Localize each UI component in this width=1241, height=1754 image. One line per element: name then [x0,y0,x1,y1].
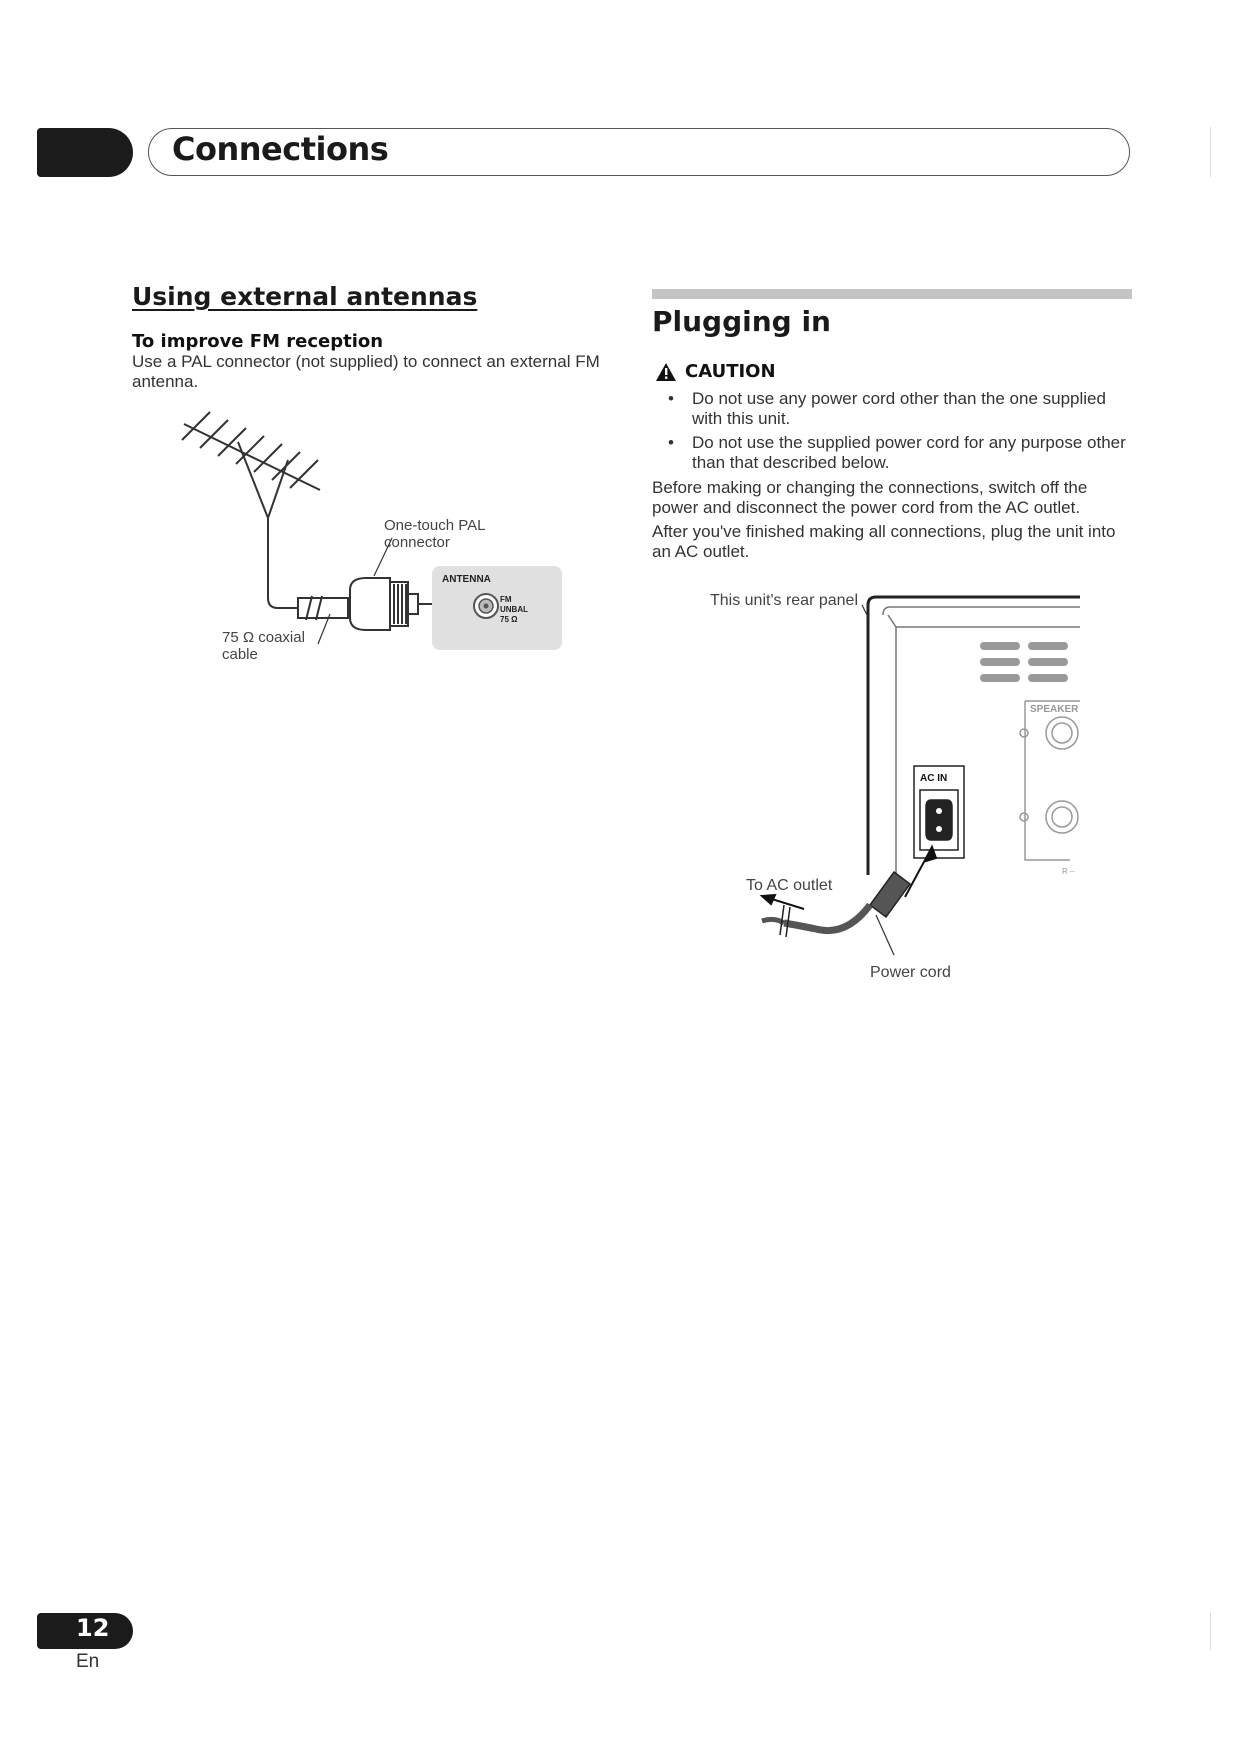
speaker-terminals [1020,701,1080,860]
rear-panel-outline [868,597,1080,875]
pal-label-line2: connector [384,534,450,551]
caution-list [668,389,1128,477]
caution-item: • Do not use any power cord other than the one supplied with this unit. [668,389,1128,429]
ac-in-label: AC IN [920,773,948,784]
antenna-mast-icon [182,412,322,608]
power-diagram [700,585,1130,985]
caution-item: • Do not use the supplied power cord for any purpose other than that described below. [668,433,1128,473]
cable-label-line1: 75 Ω coaxial [222,629,305,646]
cable-label-line2: cable [222,646,258,663]
margin-rule-top [1210,127,1211,177]
chapter-tab [37,128,133,177]
rear-panel-label: This unit's rear panel [709,592,858,609]
plugging-paragraph-1: Before making or changing the connections, switch off the power and disconnect the power cord from the AC outlet. [652,478,1088,517]
antenna-panel-title: ANTENNA [442,574,491,585]
antenna-terminal-panel [432,566,562,650]
section-title-antennas: Using external antennas [132,282,478,311]
vent-slots [980,642,1068,682]
pal-label-line1: One-touch PAL [384,517,486,534]
antenna-diagram [170,400,590,670]
r-label: R – [1062,867,1075,876]
page-language: En [76,1651,100,1672]
chapter-title: Connections [172,130,389,168]
section-title-plugging: Plugging in [652,305,831,338]
caution-heading [655,361,776,382]
margin-rule-bottom [1210,1612,1211,1650]
plugging-paragraph-2: After you've finished making all connections, plug the unit into an AC outlet. [652,522,1116,561]
warning-icon [655,362,677,382]
page-number: 12 [76,1614,110,1642]
antennas-body: Use a PAL connector (not supplied) to connect an external FM antenna. [132,352,600,391]
outlet-label: To AC outlet [746,877,833,894]
speaker-label: SPEAKER [1030,704,1079,715]
caution-label: CAUTION [685,361,776,382]
subsection-title-fm: To improve FM reception [132,331,384,352]
power-cord-label: Power cord [870,964,951,981]
coaxial-cable [298,596,348,620]
section-bar [652,289,1132,299]
jack-label-unbal: UNBAL [500,605,528,614]
jack-label-ohm: 75 Ω [500,615,518,624]
jack-label-fm: FM [500,595,512,604]
